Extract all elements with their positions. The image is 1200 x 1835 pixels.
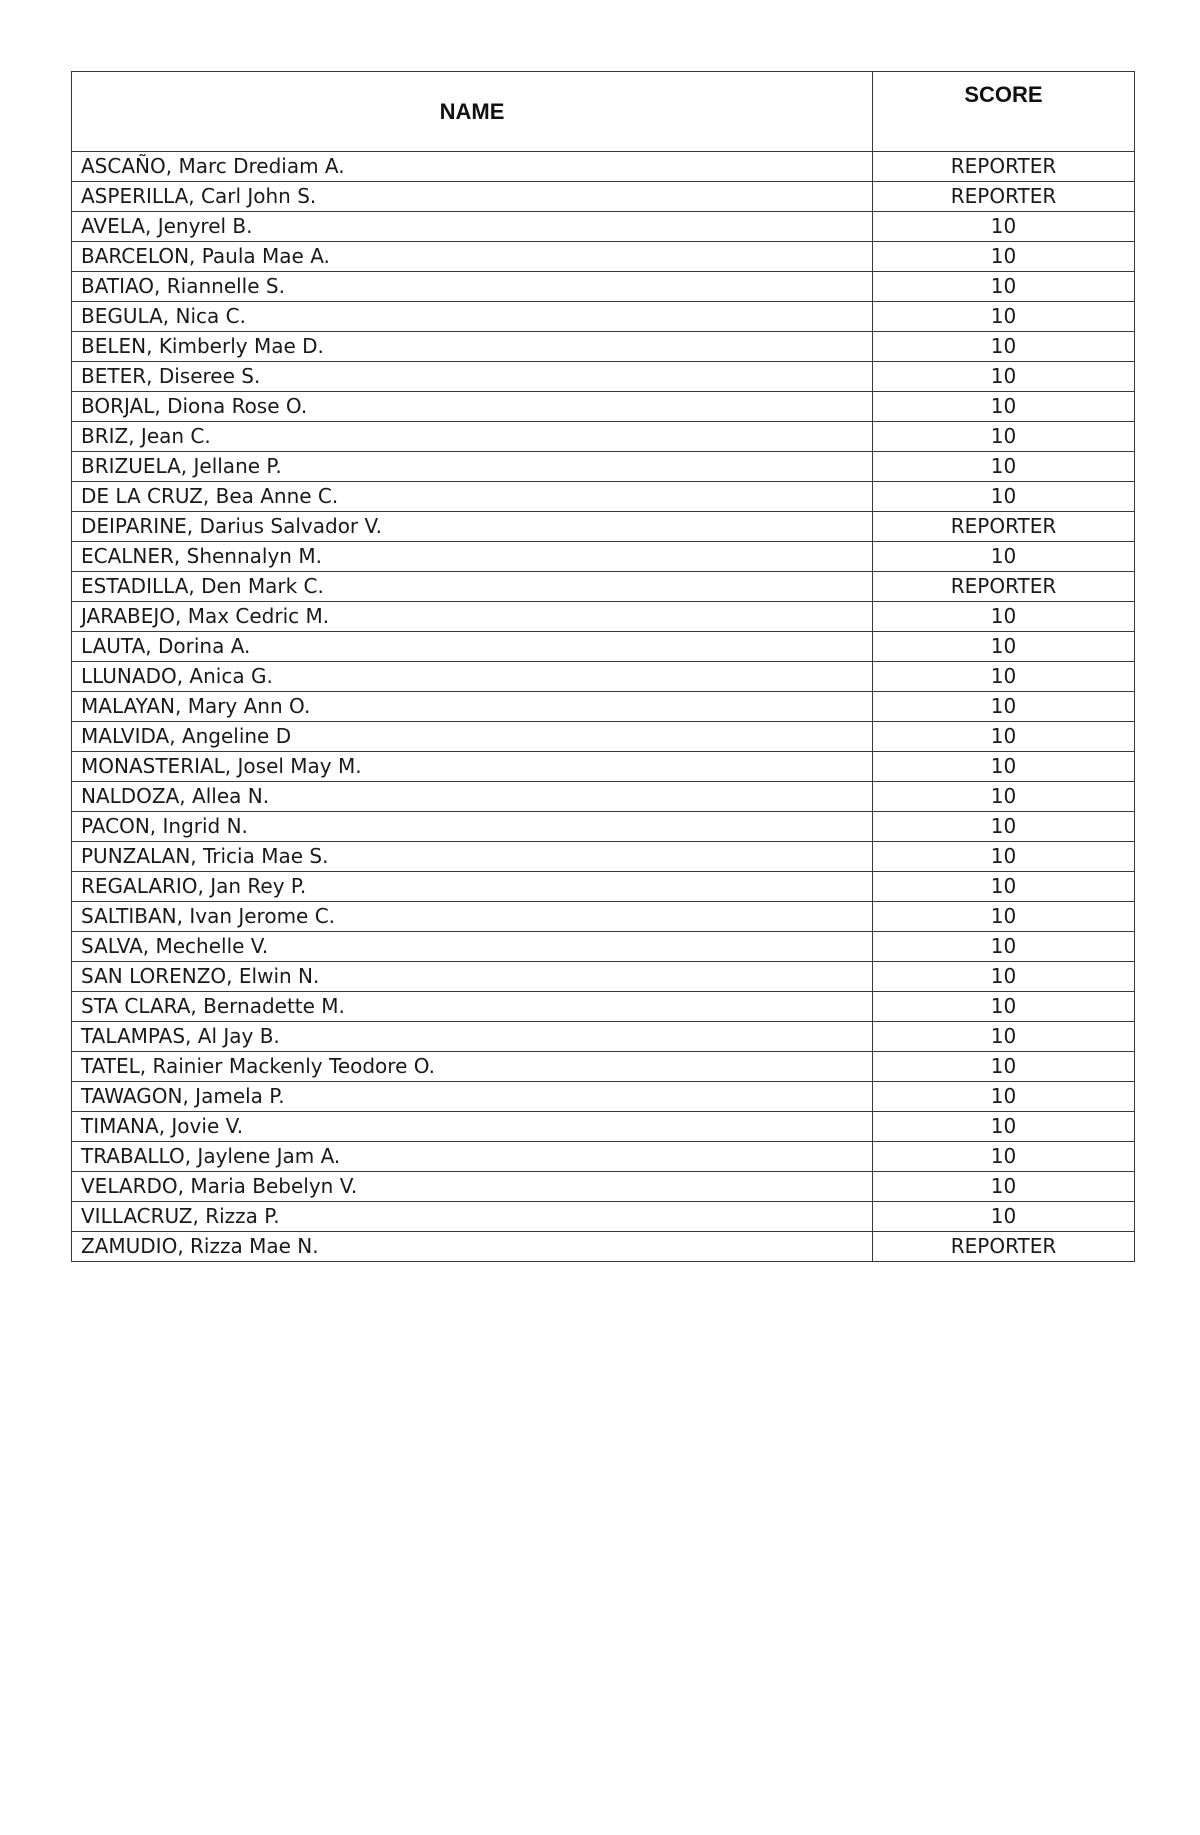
score-cell: 10 — [873, 1052, 1135, 1082]
score-cell: 10 — [873, 932, 1135, 962]
score-cell: 10 — [873, 752, 1135, 782]
table-row — [72, 332, 1135, 362]
score-cell: 10 — [873, 872, 1135, 902]
table-row — [72, 512, 1135, 542]
score-cell: 10 — [873, 542, 1135, 572]
score-cell: 10 — [873, 242, 1135, 272]
student-name-cell: DE LA CRUZ, Bea Anne C. — [72, 482, 873, 512]
student-name-cell: LLUNADO, Anica G. — [72, 662, 873, 692]
student-name-cell: AVELA, Jenyrel B. — [72, 212, 873, 242]
score-cell: 10 — [873, 302, 1135, 332]
student-name-cell: JARABEJO, Max Cedric M. — [72, 602, 873, 632]
table-row — [72, 632, 1135, 662]
score-cell: REPORTER — [873, 182, 1135, 212]
student-name-cell: BARCELON, Paula Mae A. — [72, 242, 873, 272]
student-name-cell: BRIZUELA, Jellane P. — [72, 452, 873, 482]
table-row — [72, 362, 1135, 392]
table-row — [72, 452, 1135, 482]
student-name-cell: MALVIDA, Angeline D — [72, 722, 873, 752]
student-name-cell: PACON, Ingrid N. — [72, 812, 873, 842]
score-cell: 10 — [873, 362, 1135, 392]
table-row — [72, 932, 1135, 962]
student-name-cell: PUNZALAN, Tricia Mae S. — [72, 842, 873, 872]
table-row — [72, 902, 1135, 932]
score-cell: 10 — [873, 422, 1135, 452]
score-cell: 10 — [873, 962, 1135, 992]
score-cell: 10 — [873, 332, 1135, 362]
score-cell: 10 — [873, 722, 1135, 752]
score-cell: REPORTER — [873, 1232, 1135, 1262]
score-cell: 10 — [873, 782, 1135, 812]
table-body — [72, 152, 1135, 1262]
score-cell: 10 — [873, 842, 1135, 872]
student-name-cell: BELEN, Kimberly Mae D. — [72, 332, 873, 362]
student-name-cell: VILLACRUZ, Rizza P. — [72, 1202, 873, 1232]
table-row — [72, 572, 1135, 602]
student-name-cell: VELARDO, Maria Bebelyn V. — [72, 1172, 873, 1202]
table-row — [72, 722, 1135, 752]
table-row — [72, 1172, 1135, 1202]
score-cell: 10 — [873, 662, 1135, 692]
score-column-header: SCORE — [873, 72, 1135, 152]
score-cell: 10 — [873, 602, 1135, 632]
student-name-cell: MONASTERIAL, Josel May M. — [72, 752, 873, 782]
student-name-cell: SALTIBAN, Ivan Jerome C. — [72, 902, 873, 932]
student-name-cell: BATIAO, Riannelle S. — [72, 272, 873, 302]
student-name-cell: REGALARIO, Jan Rey P. — [72, 872, 873, 902]
student-name-cell: BRIZ, Jean C. — [72, 422, 873, 452]
table-row — [72, 872, 1135, 902]
student-name-cell: MALAYAN, Mary Ann O. — [72, 692, 873, 722]
student-name-cell: STA CLARA, Bernadette M. — [72, 992, 873, 1022]
table-row — [72, 992, 1135, 1022]
score-cell: 10 — [873, 392, 1135, 422]
score-cell: 10 — [873, 1172, 1135, 1202]
table-row — [72, 962, 1135, 992]
table-row — [72, 662, 1135, 692]
score-cell: 10 — [873, 1022, 1135, 1052]
name-column-header: NAME — [72, 72, 873, 152]
table-row — [72, 1022, 1135, 1052]
score-cell: REPORTER — [873, 512, 1135, 542]
student-name-cell: BORJAL, Diona Rose O. — [72, 392, 873, 422]
student-name-cell: DEIPARINE, Darius Salvador V. — [72, 512, 873, 542]
table-row — [72, 212, 1135, 242]
score-cell: 10 — [873, 992, 1135, 1022]
score-cell: REPORTER — [873, 152, 1135, 182]
student-name-cell: TALAMPAS, Al Jay B. — [72, 1022, 873, 1052]
table-row — [72, 182, 1135, 212]
student-name-cell: BETER, Diseree S. — [72, 362, 873, 392]
score-cell: 10 — [873, 452, 1135, 482]
score-cell: 10 — [873, 482, 1135, 512]
score-cell: 10 — [873, 812, 1135, 842]
table-row — [72, 842, 1135, 872]
table-row — [72, 692, 1135, 722]
score-cell: 10 — [873, 632, 1135, 662]
score-table — [71, 71, 1135, 1262]
student-name-cell: NALDOZA, Allea N. — [72, 782, 873, 812]
student-name-cell: ZAMUDIO, Rizza Mae N. — [72, 1232, 873, 1262]
header-row — [72, 72, 1135, 152]
table-row — [72, 542, 1135, 572]
score-cell: 10 — [873, 1112, 1135, 1142]
student-name-cell: LAUTA, Dorina A. — [72, 632, 873, 662]
student-name-cell: TIMANA, Jovie V. — [72, 1112, 873, 1142]
table-row — [72, 1202, 1135, 1232]
student-name-cell: SALVA, Mechelle V. — [72, 932, 873, 962]
table-row — [72, 1232, 1135, 1262]
score-cell: REPORTER — [873, 572, 1135, 602]
table-row — [72, 392, 1135, 422]
student-name-cell: ASPERILLA, Carl John S. — [72, 182, 873, 212]
student-name-cell: TRABALLO, Jaylene Jam A. — [72, 1142, 873, 1172]
student-name-cell: BEGULA, Nica C. — [72, 302, 873, 332]
table-row — [72, 1142, 1135, 1172]
table-row — [72, 302, 1135, 332]
student-name-cell: ECALNER, Shennalyn M. — [72, 542, 873, 572]
score-cell: 10 — [873, 902, 1135, 932]
score-cell: 10 — [873, 212, 1135, 242]
score-cell: 10 — [873, 692, 1135, 722]
table-row — [72, 152, 1135, 182]
table-row — [72, 1052, 1135, 1082]
score-cell: 10 — [873, 1082, 1135, 1112]
student-name-cell: TAWAGON, Jamela P. — [72, 1082, 873, 1112]
table-row — [72, 752, 1135, 782]
table-row — [72, 482, 1135, 512]
table-row — [72, 242, 1135, 272]
score-cell: 10 — [873, 1202, 1135, 1232]
table-row — [72, 1082, 1135, 1112]
table-row — [72, 782, 1135, 812]
student-name-cell: ASCAÑO, Marc Drediam A. — [72, 152, 873, 182]
student-name-cell: TATEL, Rainier Mackenly Teodore O. — [72, 1052, 873, 1082]
table-row — [72, 1112, 1135, 1142]
table-row — [72, 602, 1135, 632]
score-cell: 10 — [873, 1142, 1135, 1172]
student-name-cell: SAN LORENZO, Elwin N. — [72, 962, 873, 992]
score-cell: 10 — [873, 272, 1135, 302]
student-name-cell: ESTADILLA, Den Mark C. — [72, 572, 873, 602]
table-row — [72, 422, 1135, 452]
table-row — [72, 812, 1135, 842]
table-row — [72, 272, 1135, 302]
